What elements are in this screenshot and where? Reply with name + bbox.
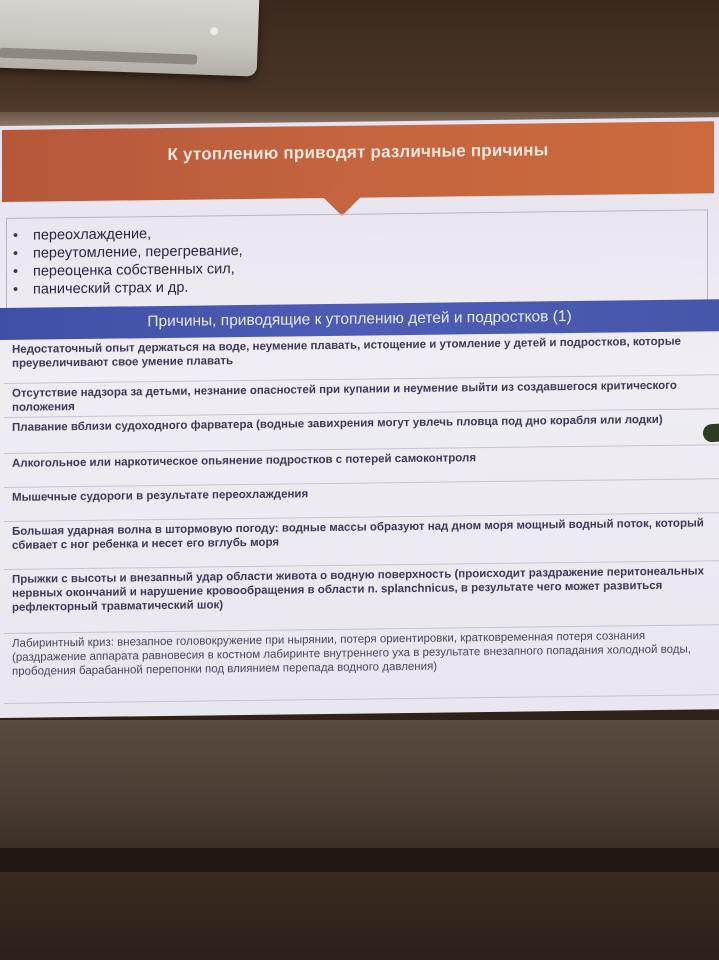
projected-slide: [0, 117, 719, 718]
table-row: Мышечные судороги в результате переохлаждения: [4, 479, 719, 522]
screen-frame-bottom: [0, 848, 719, 872]
list-item: • переоценка собственных сил,: [33, 254, 707, 280]
ac-indicator-icon: [210, 27, 218, 35]
section-title: Причины, приводящие к утоплению детей и подростков (1): [147, 308, 572, 331]
list-item: • панический страх и др.: [33, 272, 707, 298]
table-row: Прыжки с высоты и внезапный удар области живота о водную поверхность (происходит раздражение перитонеальных нервных окончаний и нарушение кровообращения в области n. splanchnicus, в результате чего может развиться рефлекторный травматический шок): [4, 561, 719, 634]
air-conditioner: [0, 0, 259, 77]
reasons-table: [4, 331, 719, 704]
causes-bullet-box: [6, 209, 708, 310]
causes-list: [7, 218, 707, 299]
table-row: Недостаточный опыт держаться на воде, неумение плавать, истощение и утомление у детей и подростков, которые преувеличивают свое умение плавать: [4, 331, 719, 384]
room-lower-wall: [0, 872, 719, 960]
table-row: Отсутствие надзора за детьми, незнание опасностей при купании и неумение выйти из создавшегося критического положения: [4, 375, 719, 418]
list-item: • переохлаждение,: [33, 218, 707, 244]
projector-screen-bottom: [0, 720, 719, 850]
slide-title-box: [2, 121, 714, 202]
table-row: Лабиринтный криз: внезапное головокружение при нырянии, потеря ориентировки, кратковременная потеря сознания (раздражение аппарата равновесия в костном лабиринте внутреннего уха в результате внезапного попадания холодной воды, прободения барабанной перепонки под влиянием перепада водного давления): [4, 625, 719, 704]
table-row: Алкогольное или наркотическое опьянение подростков с потерей самоконтроля: [4, 445, 719, 488]
slide-title: К утоплению приводят различные причины: [167, 140, 549, 164]
list-item: • переутомление, перегревание,: [33, 236, 707, 262]
table-row: Большая ударная волна в штормовую погоду: водные массы образуют над дном моря мощный водный поток, который сбивает с ног ребенка и несет его вглубь моря: [4, 513, 719, 570]
table-row: Плавание вблизи судоходного фарватера (водные завихрения могут увлечь пловца под дно корабля или лодки): [4, 409, 719, 454]
